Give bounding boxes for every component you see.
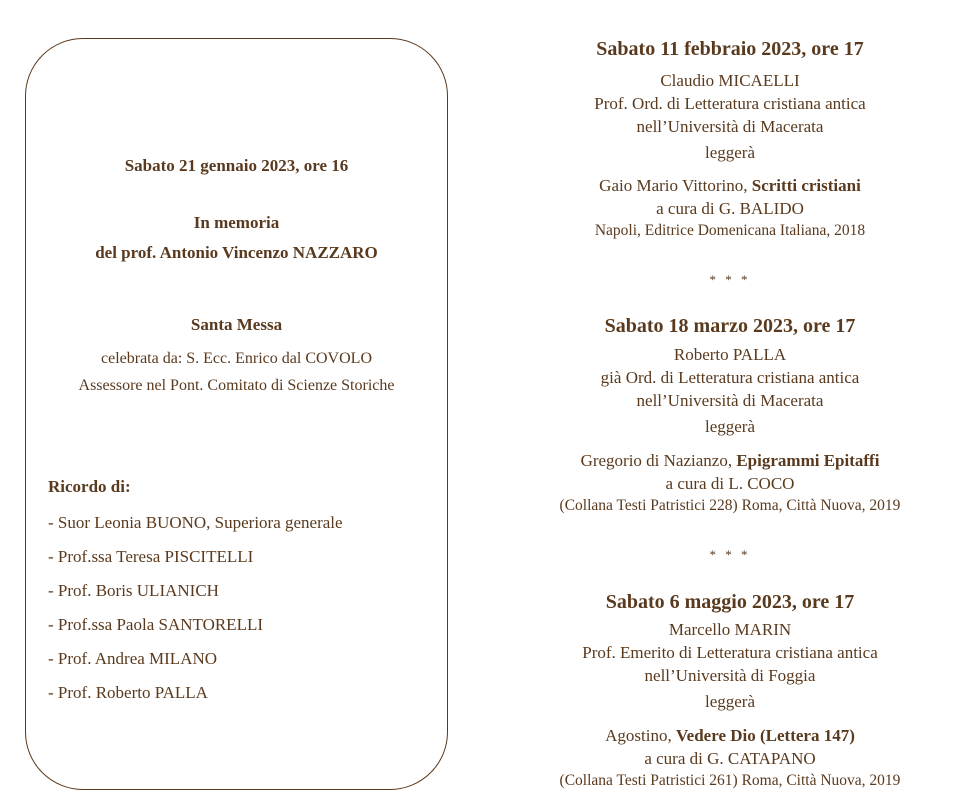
event-1-author: Gaio Mario Vittorino, [599, 176, 752, 195]
list-item: - Prof. Boris ULIANICH [48, 581, 219, 600]
memorial-honoree: del prof. Antonio Vincenzo NAZZARO [95, 243, 378, 262]
event-3-work [540, 726, 920, 746]
event-2-work [540, 451, 920, 471]
event-2-publisher: (Collana Testi Patristici 228) Roma, Città Nuova, 2019 [559, 497, 901, 514]
event-3-title: Vedere Dio (Lettera 147) [675, 726, 855, 745]
event-3-reads: leggerà [704, 692, 756, 711]
event-2-speaker: Roberto PALLA [673, 345, 787, 364]
celebrant: celebrata da: S. Ecc. Enrico dal COVOLO [100, 350, 372, 367]
event-2-reads: leggerà [704, 417, 756, 436]
list-item: - Prof. Roberto PALLA [48, 683, 208, 702]
event-1-affiliation: nell’Università di Macerata [636, 117, 824, 136]
event-2-date: Sabato 18 marzo 2023, ore 17 [604, 315, 856, 337]
event-1-role: Prof. Ord. di Letteratura cristiana antica [594, 94, 866, 113]
event-1-reads: leggerà [704, 143, 756, 162]
list-item: - Prof.ssa Teresa PISCITELLI [48, 547, 254, 566]
event-2-role: già Ord. di Letteratura cristiana antica [600, 368, 860, 387]
event-1-title: Scritti cristiani [751, 176, 861, 195]
list-item: - Suor Leonia BUONO, Superiora generale [48, 513, 343, 532]
event-1-publisher: Napoli, Editrice Domenicana Italiana, 2018 [594, 222, 866, 239]
event-2-title: Epigrammi Epitaffi [736, 451, 880, 470]
memorial-date: Sabato 21 gennaio 2023, ore 16 [124, 156, 349, 175]
event-2-editor: a cura di L. COCO [665, 474, 795, 493]
event-3-affiliation: nell’Università di Foggia [644, 666, 816, 685]
list-item: - Prof.ssa Paola SANTORELLI [48, 615, 263, 634]
event-1-speaker: Claudio MICAELLI [660, 71, 800, 90]
remembrance-title: Ricordo di: [48, 477, 131, 496]
event-2-author: Gregorio di Nazianzo, [580, 451, 737, 470]
event-3-publisher: (Collana Testi Patristici 261) Roma, Città Nuova, 2019 [559, 772, 901, 789]
event-2-affiliation: nell’Università di Macerata [636, 391, 824, 410]
memorial-heading: In memoria [193, 213, 280, 232]
celebrant-role: Assessore nel Pont. Comitato di Scienze Storiche [78, 377, 395, 394]
event-1-work [540, 176, 920, 196]
event-1-date: Sabato 11 febbraio 2023, ore 17 [596, 38, 864, 60]
separator: * * * [709, 272, 751, 287]
event-3-editor: a cura di G. CATAPANO [644, 749, 816, 768]
remembrance-list [48, 513, 343, 717]
event-3-role: Prof. Emerito di Letteratura cristiana antica [582, 643, 878, 662]
event-3-speaker: Marcello MARIN [668, 620, 792, 639]
mass-title: Santa Messa [190, 315, 283, 334]
event-1-editor: a cura di G. BALIDO [656, 199, 804, 218]
event-3-date: Sabato 6 maggio 2023, ore 17 [605, 591, 855, 613]
list-item: - Prof. Andrea MILANO [48, 649, 218, 668]
memorial-panel [25, 38, 448, 790]
separator: * * * [709, 547, 751, 562]
event-3-author: Agostino, [605, 726, 676, 745]
